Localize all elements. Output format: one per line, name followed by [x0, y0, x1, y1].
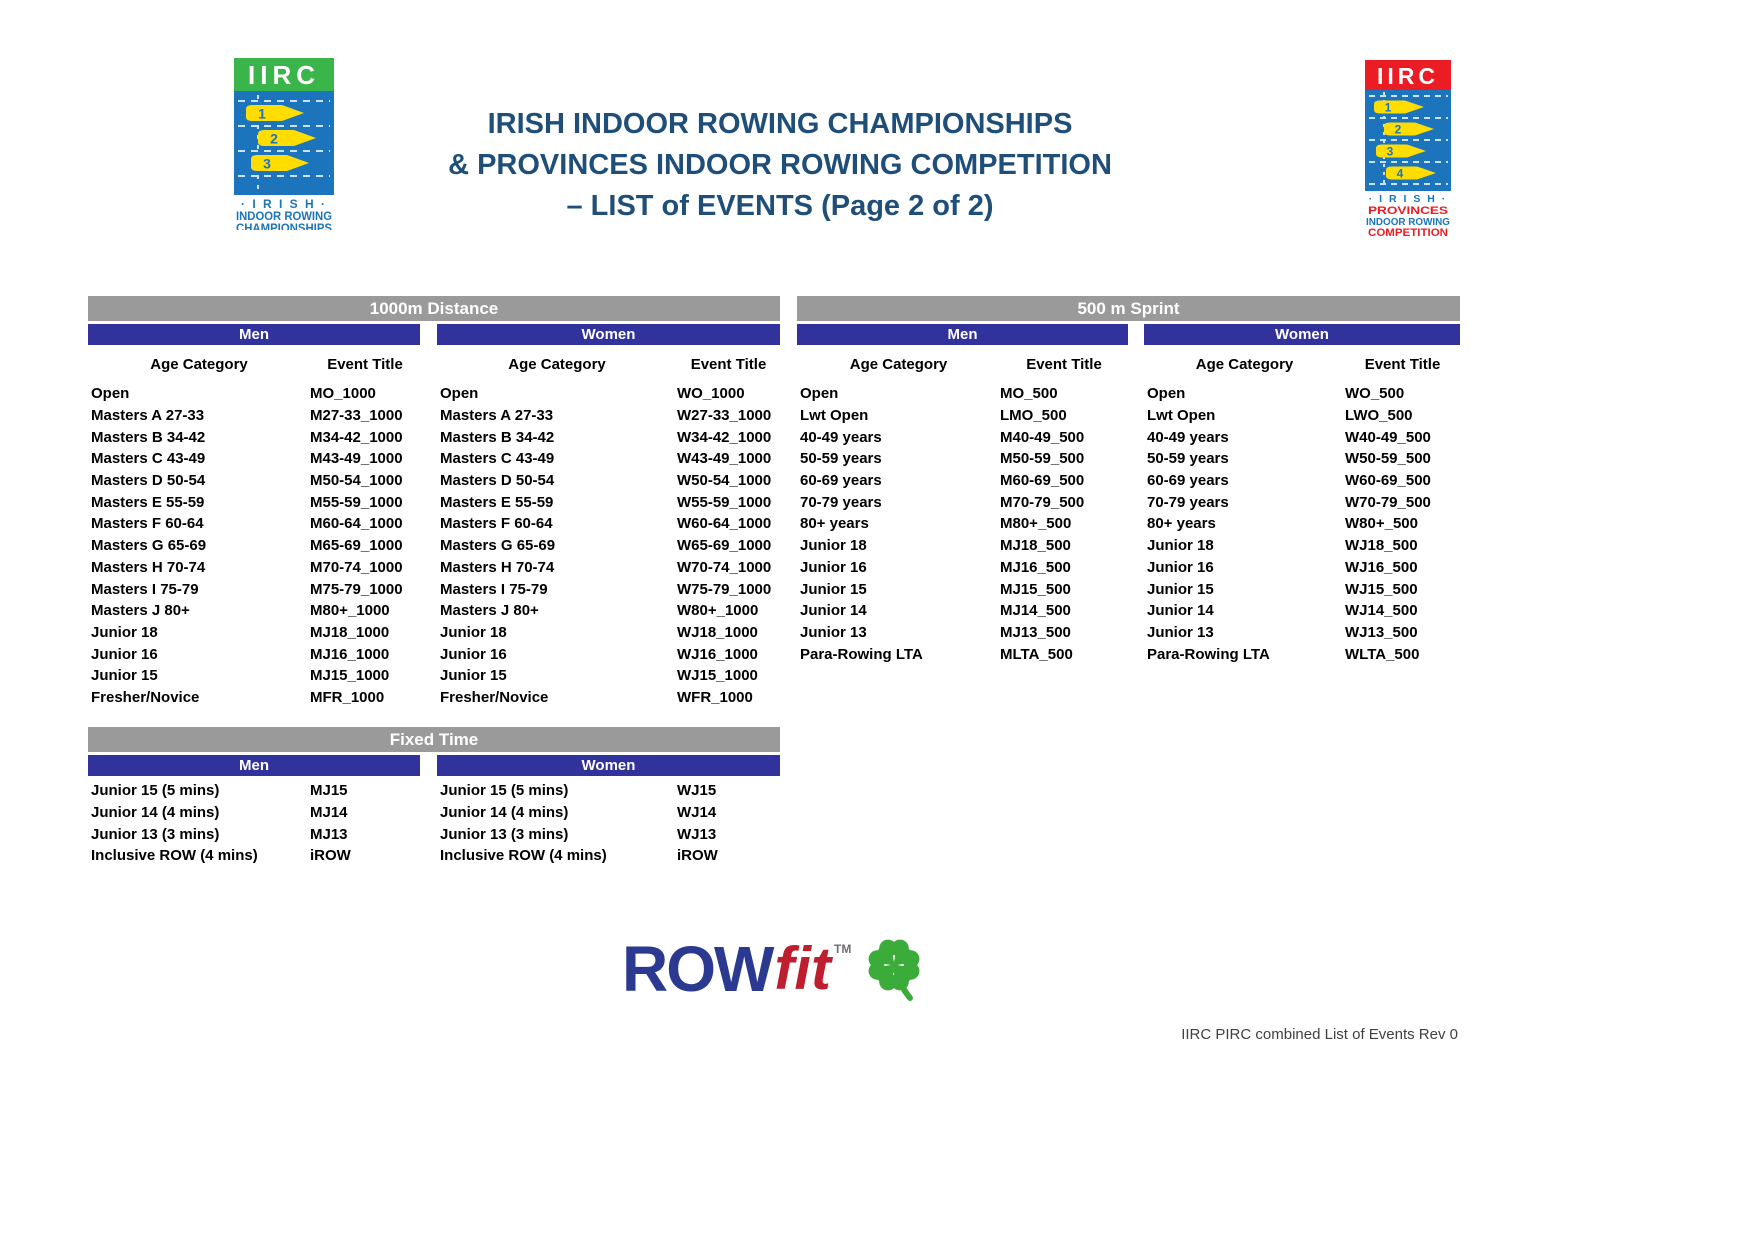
- event-title-cell: MJ18_500: [1000, 537, 1071, 555]
- logo-line: INDOOR ROWING: [1366, 216, 1450, 228]
- table-row: [797, 426, 1128, 448]
- age-category-cell: Junior 18: [800, 537, 867, 555]
- age-category-cell: Junior 13: [1147, 623, 1214, 641]
- table-row: [797, 470, 1128, 492]
- age-category-cell: Junior 13 (3 mins): [91, 825, 220, 843]
- table-row: [88, 448, 420, 470]
- table-row: [88, 535, 420, 557]
- event-title-cell: W70-79_500: [1345, 493, 1431, 511]
- section-header-women: Women: [437, 324, 780, 347]
- age-category-cell: 40-49 years: [1147, 428, 1229, 446]
- event-title-cell: LMO_500: [1000, 407, 1067, 425]
- age-category-cell: Masters H 70-74: [91, 558, 206, 576]
- table-1000m-distance: [88, 296, 780, 708]
- event-title-cell: M34-42_1000: [310, 428, 403, 446]
- table-row: [1144, 600, 1460, 622]
- event-title-cell: WJ14: [677, 804, 717, 822]
- table-row: [88, 405, 420, 427]
- section-women: [1144, 324, 1460, 665]
- event-title-cell: MJ13_500: [1000, 623, 1071, 641]
- event-title-cell: WJ15: [677, 782, 717, 800]
- logo-line: PROVINCES: [1368, 205, 1448, 217]
- boat-number: 4: [1396, 166, 1404, 181]
- table-fixed-time: [88, 727, 780, 867]
- logo-acronym: IIRC: [248, 60, 320, 90]
- event-title-cell: M75-79_1000: [310, 580, 403, 598]
- event-title-cell: M60-69_500: [1000, 472, 1085, 490]
- table-500m-sprint: [797, 296, 1460, 665]
- event-title-cell: W50-59_500: [1345, 450, 1431, 468]
- event-title-cell: WFR_1000: [677, 688, 753, 706]
- table-row: [437, 600, 780, 622]
- age-category-cell: Masters J 80+: [440, 602, 539, 620]
- event-title-cell: MO_500: [1000, 385, 1058, 403]
- boat-number: 1: [258, 105, 266, 122]
- event-title-cell: W55-59_1000: [677, 493, 772, 511]
- event-title-cell: M70-79_500: [1000, 493, 1085, 511]
- event-title-cell: W60-64_1000: [677, 515, 772, 533]
- table-row: [1144, 578, 1460, 600]
- age-category-cell: Junior 13: [800, 623, 867, 641]
- boat-number: 1: [1384, 100, 1392, 115]
- table-row: [1144, 491, 1460, 513]
- section-header-men: Men: [88, 324, 420, 347]
- column-header-event-title: Event Title: [327, 355, 403, 373]
- age-category-cell: Masters J 80+: [91, 602, 190, 620]
- age-category-cell: Open: [440, 385, 479, 403]
- table-row: [437, 426, 780, 448]
- age-category-cell: 80+ years: [1147, 515, 1216, 533]
- event-title-cell: MJ15_500: [1000, 580, 1071, 598]
- event-title-cell: W27-33_1000: [677, 407, 772, 425]
- table-row: [797, 448, 1128, 470]
- rows-women: [1144, 383, 1460, 665]
- age-category-cell: Masters D 50-54: [440, 472, 555, 490]
- event-title-cell: MO_1000: [310, 385, 376, 403]
- event-title-cell: WJ15_1000: [677, 667, 758, 685]
- age-category-cell: 80+ years: [800, 515, 869, 533]
- boat-number: 2: [270, 130, 278, 147]
- rowfit-row-text: ROW: [622, 933, 773, 1005]
- table-row: [797, 383, 1128, 405]
- table-row: [1144, 470, 1460, 492]
- age-category-cell: Masters C 43-49: [91, 450, 206, 468]
- table-row: [437, 780, 780, 802]
- age-category-cell: Lwt Open: [800, 407, 869, 425]
- table-title: 500 m Sprint: [797, 296, 1460, 321]
- event-title-cell: MJ13: [310, 825, 348, 843]
- table-row: [437, 405, 780, 427]
- section-women: [437, 755, 780, 867]
- table-row: [437, 687, 780, 709]
- age-category-cell: 70-79 years: [1147, 493, 1229, 511]
- section-header-women: Women: [1144, 324, 1460, 347]
- boat-number: 3: [263, 155, 271, 172]
- table-row: [437, 802, 780, 824]
- event-title-cell: M60-64_1000: [310, 515, 403, 533]
- table-row: [797, 622, 1128, 644]
- trademark-symbol: TM: [834, 942, 852, 956]
- rows-men: [797, 383, 1128, 665]
- table-row: [88, 578, 420, 600]
- rows-men: [88, 780, 420, 867]
- logo-acronym: IIRC: [1377, 63, 1439, 89]
- age-category-cell: Junior 15: [1147, 580, 1214, 598]
- column-header-age-category: Age Category: [150, 355, 248, 373]
- age-category-cell: Junior 15: [800, 580, 867, 598]
- table-row: [88, 557, 420, 579]
- age-category-cell: Junior 14 (4 mins): [91, 804, 220, 822]
- age-category-cell: Masters F 60-64: [440, 515, 553, 533]
- age-category-cell: Junior 18: [1147, 537, 1214, 555]
- age-category-cell: Junior 14: [800, 602, 867, 620]
- event-title-cell: W80+_1000: [677, 602, 759, 620]
- event-title-cell: MJ15_1000: [310, 667, 390, 685]
- table-row: [797, 405, 1128, 427]
- table-row: [437, 823, 780, 845]
- age-category-cell: 60-69 years: [1147, 472, 1229, 490]
- table-row: [1144, 448, 1460, 470]
- event-title-cell: MFR_1000: [310, 688, 385, 706]
- table-row: [437, 845, 780, 867]
- age-category-cell: 50-59 years: [800, 450, 882, 468]
- event-title-cell: W60-69_500: [1345, 472, 1431, 490]
- age-category-cell: Para-Rowing LTA: [800, 645, 923, 663]
- section-header-women: Women: [437, 755, 780, 778]
- table-row: [1144, 383, 1460, 405]
- age-category-cell: Junior 15 (5 mins): [440, 782, 569, 800]
- rowfit-fit-text: fit: [774, 935, 832, 1002]
- age-category-cell: Junior 16: [1147, 558, 1214, 576]
- table-row: [437, 578, 780, 600]
- title-line-1: IRISH INDOOR ROWING CHAMPIONSHIPS: [487, 108, 1073, 140]
- table-row: [1144, 557, 1460, 579]
- column-header-event-title: Event Title: [690, 355, 767, 373]
- table-title: Fixed Time: [88, 727, 780, 752]
- column-header-age-category: Age Category: [508, 355, 606, 373]
- age-category-cell: Masters F 60-64: [91, 515, 204, 533]
- age-category-cell: Masters G 65-69: [91, 537, 207, 555]
- event-title-cell: WJ16_500: [1345, 558, 1418, 576]
- logo-line: · I R I S H ·: [1368, 193, 1448, 205]
- event-title-cell: M65-69_1000: [310, 537, 403, 555]
- footer-revision-note: IIRC PIRC combined List of Events Rev 0: [1181, 1026, 1458, 1043]
- logo-line: COMPETITION: [1368, 227, 1449, 236]
- age-category-cell: Lwt Open: [1147, 407, 1216, 425]
- logo-line: CHAMPIONSHIPS: [236, 221, 332, 230]
- event-title-cell: WJ15_500: [1345, 580, 1418, 598]
- boat-number: 2: [1394, 122, 1402, 137]
- event-title-cell: W34-42_1000: [677, 428, 772, 446]
- logo-line: · I R I S H ·: [241, 197, 327, 211]
- age-category-cell: Masters I 75-79: [440, 580, 548, 598]
- table-row: [1144, 426, 1460, 448]
- event-title-cell: iROW: [677, 847, 718, 865]
- event-title-cell: M43-49_1000: [310, 450, 403, 468]
- event-title-cell: W40-49_500: [1345, 428, 1431, 446]
- table-row: [88, 845, 420, 867]
- event-title-cell: M40-49_500: [1000, 428, 1085, 446]
- age-category-cell: 40-49 years: [800, 428, 882, 446]
- event-title-cell: MJ14: [310, 804, 348, 822]
- age-category-cell: Junior 16: [91, 645, 158, 663]
- age-category-cell: 70-79 years: [800, 493, 882, 511]
- age-category-cell: Junior 15: [91, 667, 158, 685]
- event-title-cell: WLTA_500: [1345, 645, 1420, 663]
- iirc-provinces-logo-icon: [1364, 58, 1452, 236]
- event-title-cell: MJ18_1000: [310, 623, 390, 641]
- age-category-cell: Junior 18: [440, 623, 507, 641]
- column-header-age-category: Age Category: [1195, 355, 1294, 373]
- event-title-cell: M70-74_1000: [310, 558, 403, 576]
- age-category-cell: Masters B 34-42: [440, 428, 555, 446]
- age-category-cell: Inclusive ROW (4 mins): [440, 847, 607, 865]
- event-title-cell: WJ13: [677, 825, 717, 843]
- age-category-cell: Junior 14 (4 mins): [440, 804, 569, 822]
- table-row: [437, 491, 780, 513]
- age-category-cell: Junior 16: [800, 558, 867, 576]
- event-title-cell: M80+_1000: [310, 602, 390, 620]
- event-title-cell: W80+_500: [1345, 515, 1418, 533]
- table-row: [88, 426, 420, 448]
- table-row: [88, 383, 420, 405]
- table-row: [437, 470, 780, 492]
- table-row: [437, 643, 780, 665]
- section-header-men: Men: [88, 755, 420, 778]
- shamrock-icon: [867, 938, 925, 1004]
- age-category-cell: Masters E 55-59: [91, 493, 205, 511]
- event-title-cell: LWO_500: [1345, 407, 1413, 425]
- table-row: [1144, 513, 1460, 535]
- section-header-men: Men: [797, 324, 1128, 347]
- table-row: [437, 383, 780, 405]
- section-women: [437, 324, 780, 708]
- table-row: [437, 513, 780, 535]
- event-title-cell: W75-79_1000: [677, 580, 772, 598]
- event-title-cell: WJ16_1000: [677, 645, 758, 663]
- age-category-cell: Fresher/Novice: [440, 688, 549, 706]
- rows-women: [437, 383, 780, 708]
- event-title-cell: MJ16_500: [1000, 558, 1071, 576]
- boat-number: 3: [1386, 144, 1394, 159]
- event-title-cell: WO_1000: [677, 385, 745, 403]
- column-header-age-category: Age Category: [849, 355, 948, 373]
- event-title-cell: M55-59_1000: [310, 493, 403, 511]
- age-category-cell: Masters A 27-33: [440, 407, 554, 425]
- table-row: [88, 665, 420, 687]
- table-row: [1144, 535, 1460, 557]
- age-category-cell: 50-59 years: [1147, 450, 1229, 468]
- table-row: [797, 643, 1128, 665]
- table-row: [88, 513, 420, 535]
- table-row: [797, 491, 1128, 513]
- event-title-cell: WO_500: [1345, 385, 1405, 403]
- table-row: [437, 665, 780, 687]
- event-title-cell: MLTA_500: [1000, 645, 1073, 663]
- table-row: [797, 513, 1128, 535]
- age-category-cell: Junior 14: [1147, 602, 1214, 620]
- table-row: [88, 780, 420, 802]
- age-category-cell: Junior 13 (3 mins): [440, 825, 569, 843]
- event-title-cell: WJ14_500: [1345, 602, 1418, 620]
- age-category-cell: Masters G 65-69: [440, 537, 556, 555]
- age-category-cell: Junior 18: [91, 623, 158, 641]
- table-row: [437, 535, 780, 557]
- age-category-cell: Masters D 50-54: [91, 472, 206, 490]
- table-row: [437, 622, 780, 644]
- age-category-cell: Masters H 70-74: [440, 558, 555, 576]
- table-row: [1144, 622, 1460, 644]
- event-title-cell: M80+_500: [1000, 515, 1072, 533]
- table-row: [88, 823, 420, 845]
- iirc-provinces-logo: [1364, 58, 1452, 241]
- title-line-2: & PROVINCES INDOOR ROWING COMPETITION: [448, 149, 1112, 181]
- event-title-cell: WJ13_500: [1345, 623, 1418, 641]
- table-row: [797, 600, 1128, 622]
- column-header-event-title: Event Title: [1026, 355, 1102, 373]
- table-row: [797, 557, 1128, 579]
- table-title: 1000m Distance: [88, 296, 780, 321]
- event-title-cell: MJ16_1000: [310, 645, 390, 663]
- event-title-cell: W70-74_1000: [677, 558, 772, 576]
- page-title: [110, 104, 1450, 227]
- table-row: [88, 470, 420, 492]
- rows-men: [88, 383, 420, 708]
- event-title-cell: iROW: [310, 847, 351, 865]
- table-row: [797, 578, 1128, 600]
- section-men: [88, 324, 420, 708]
- age-category-cell: Open: [91, 385, 130, 403]
- event-title-cell: MJ15: [310, 782, 348, 800]
- title-line-3: – LIST of EVENTS (Page 2 of 2): [566, 190, 994, 222]
- age-category-cell: Masters A 27-33: [91, 407, 205, 425]
- table-row: [797, 535, 1128, 557]
- age-category-cell: Masters E 55-59: [440, 493, 554, 511]
- section-men: [797, 324, 1128, 665]
- age-category-cell: Junior 16: [440, 645, 507, 663]
- event-title-cell: WJ18_500: [1345, 537, 1418, 555]
- table-row: [88, 802, 420, 824]
- event-title-cell: MJ14_500: [1000, 602, 1071, 620]
- rowfit-logo: [622, 934, 925, 1004]
- age-category-cell: Masters C 43-49: [440, 450, 555, 468]
- event-title-cell: W43-49_1000: [677, 450, 772, 468]
- age-category-cell: Junior 15: [440, 667, 507, 685]
- event-title-cell: WJ18_1000: [677, 623, 758, 641]
- table-row: [437, 448, 780, 470]
- event-title-cell: M27-33_1000: [310, 407, 403, 425]
- age-category-cell: Open: [800, 385, 839, 403]
- table-row: [88, 643, 420, 665]
- event-title-cell: W65-69_1000: [677, 537, 772, 555]
- section-men: [88, 755, 420, 867]
- table-row: [1144, 643, 1460, 665]
- age-category-cell: Fresher/Novice: [91, 688, 200, 706]
- table-row: [437, 557, 780, 579]
- age-category-cell: Junior 15 (5 mins): [91, 782, 220, 800]
- column-header-event-title: Event Title: [1364, 355, 1441, 373]
- event-title-cell: W50-54_1000: [677, 472, 772, 490]
- age-category-cell: 60-69 years: [800, 472, 882, 490]
- table-row: [88, 622, 420, 644]
- table-row: [88, 600, 420, 622]
- rows-women: [437, 780, 780, 867]
- age-category-cell: Inclusive ROW (4 mins): [91, 847, 258, 865]
- table-row: [88, 687, 420, 709]
- event-title-cell: M50-54_1000: [310, 472, 403, 490]
- table-row: [88, 491, 420, 513]
- table-row: [1144, 405, 1460, 427]
- age-category-cell: Masters B 34-42: [91, 428, 206, 446]
- age-category-cell: Masters I 75-79: [91, 580, 199, 598]
- age-category-cell: Para-Rowing LTA: [1147, 645, 1270, 663]
- logo-line: INDOOR ROWING: [236, 209, 332, 223]
- age-category-cell: Open: [1147, 385, 1186, 403]
- event-title-cell: M50-59_500: [1000, 450, 1085, 468]
